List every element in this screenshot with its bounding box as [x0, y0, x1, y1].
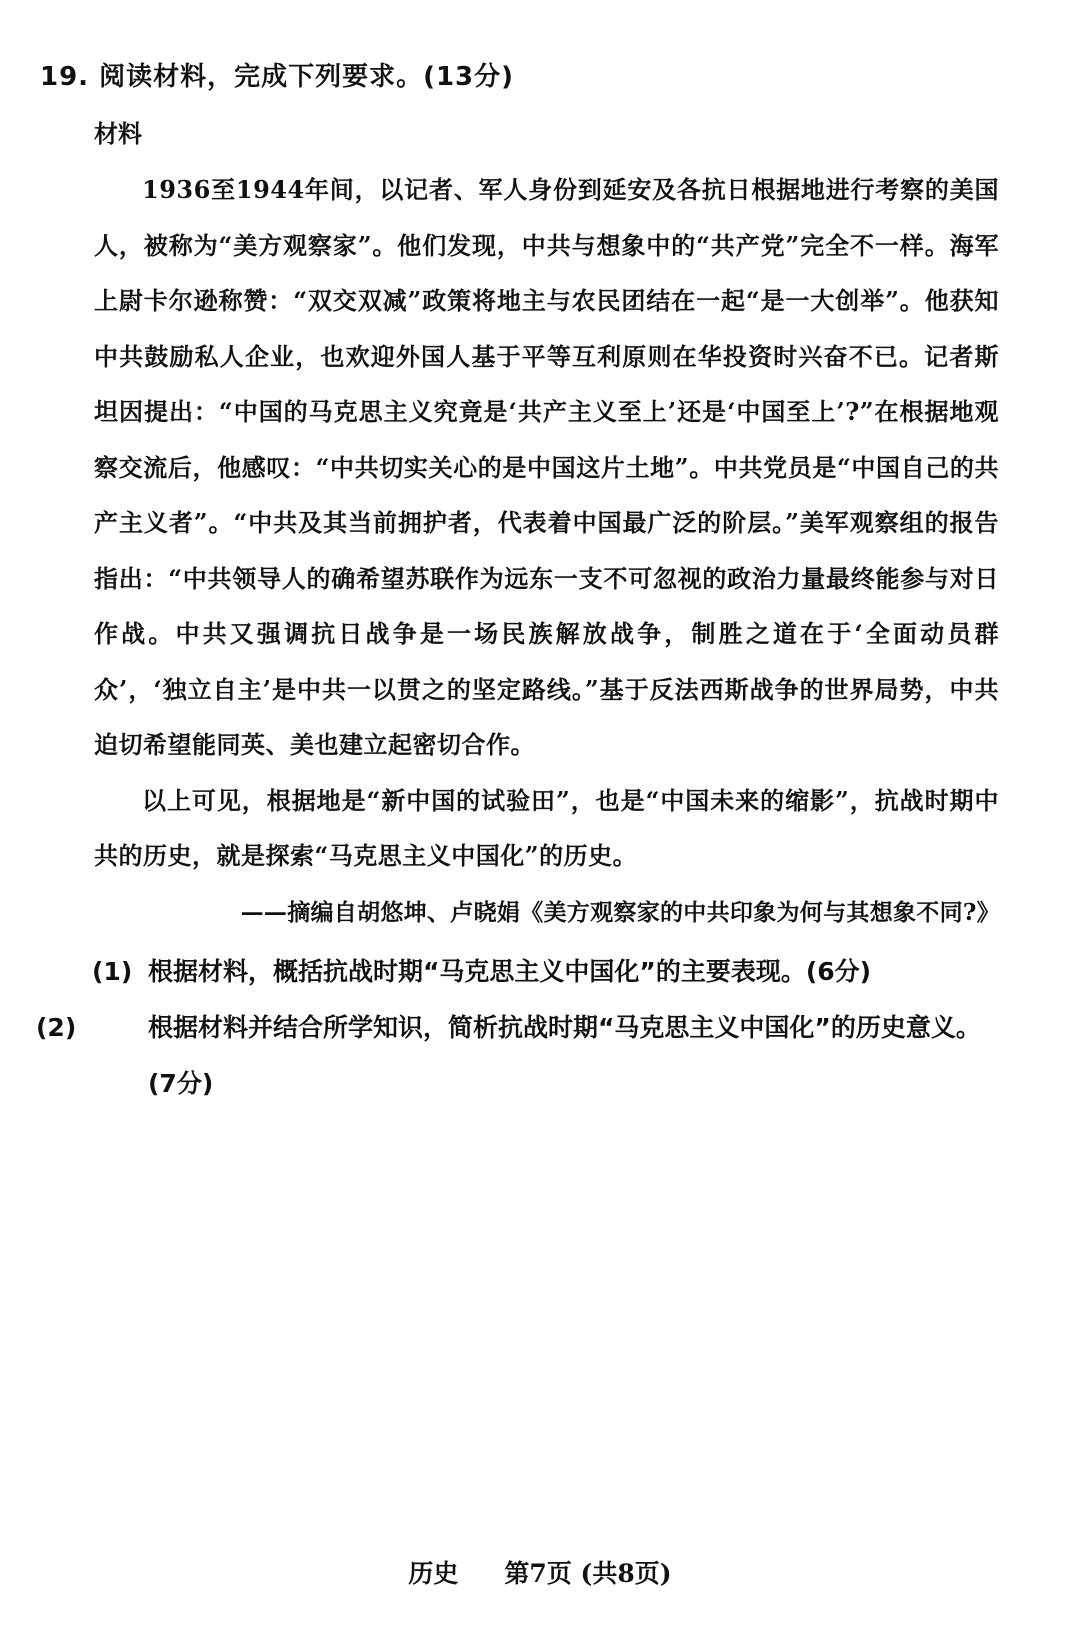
material-body	[94, 162, 999, 884]
sub-question-1	[92, 944, 1002, 1000]
sub-question-2-text: 根据材料并结合所学知识，简析抗战时期“马克思主义中国化”的历史意义。(7分)	[148, 1013, 981, 1098]
sub-question-1-text: 根据材料，概括抗战时期“马克思主义中国化”的主要表现。(6分)	[148, 957, 872, 986]
sub-question-2-label: (2)	[36, 1013, 77, 1042]
material-source: ——摘编自胡悠坤、卢晓娟《美方观察家的中共印象为何与其想象不同?》	[240, 899, 1000, 926]
footer-subject: 历史	[408, 1559, 459, 1588]
question-instruction: 阅读材料，完成下列要求。(13分)	[99, 62, 515, 92]
material-paragraph-1: 1936至1944年间，以记者、军人身份到延安及各抗日根据地进行考察的美国人，被称为“美方观察家”。他们发现，中共与想象中的“共产党”完全不一样。海军上尉卡尔逊称赞：“双交双减”政策将地主与农民团结在一起“是一大创举”。他获知中共鼓励私人企业，也欢迎外国人基于平等互利原则在华投资时兴奋不已。记者斯坦因提出：“中国的马克思主义究竟是‘共产主义至上’还是‘中国至上’?”在根据地观察交流后，他感叹：“中共切实关心的是中国这片土地”。中共党员是“中国自己的共产主义者”。“中共及其当前拥护者，代表着中国最广泛的阶层。”美军观察组的报告指出：“中共领导人的确希望苏联作为远东一支不可忽视的政治力量最终能参与对日作战。中共又强调抗日战争是一场民族解放战争，制胜之道在于‘全面动员群众’，‘独立自主’是中共一以贯之的坚定路线。”基于反法西斯战争的世界局势，中共迫切希望能同英、美也建立起密切合作。	[94, 175, 999, 759]
sub-question-2	[36, 1000, 1002, 1112]
question-header	[40, 56, 514, 93]
sub-question-1-label: (1)	[92, 957, 133, 986]
question-number: 19.	[40, 62, 90, 92]
material-paragraph-2: 以上可见，根据地是“新中国的试验田”，也是“中国未来的缩影”，抗战时期中共的历史，就是探索“马克思主义中国化”的历史。	[94, 785, 999, 870]
material-label: 材料	[94, 120, 142, 148]
footer-page-number: 第7页 (共8页)	[504, 1559, 672, 1588]
page-footer	[0, 1554, 1080, 1590]
